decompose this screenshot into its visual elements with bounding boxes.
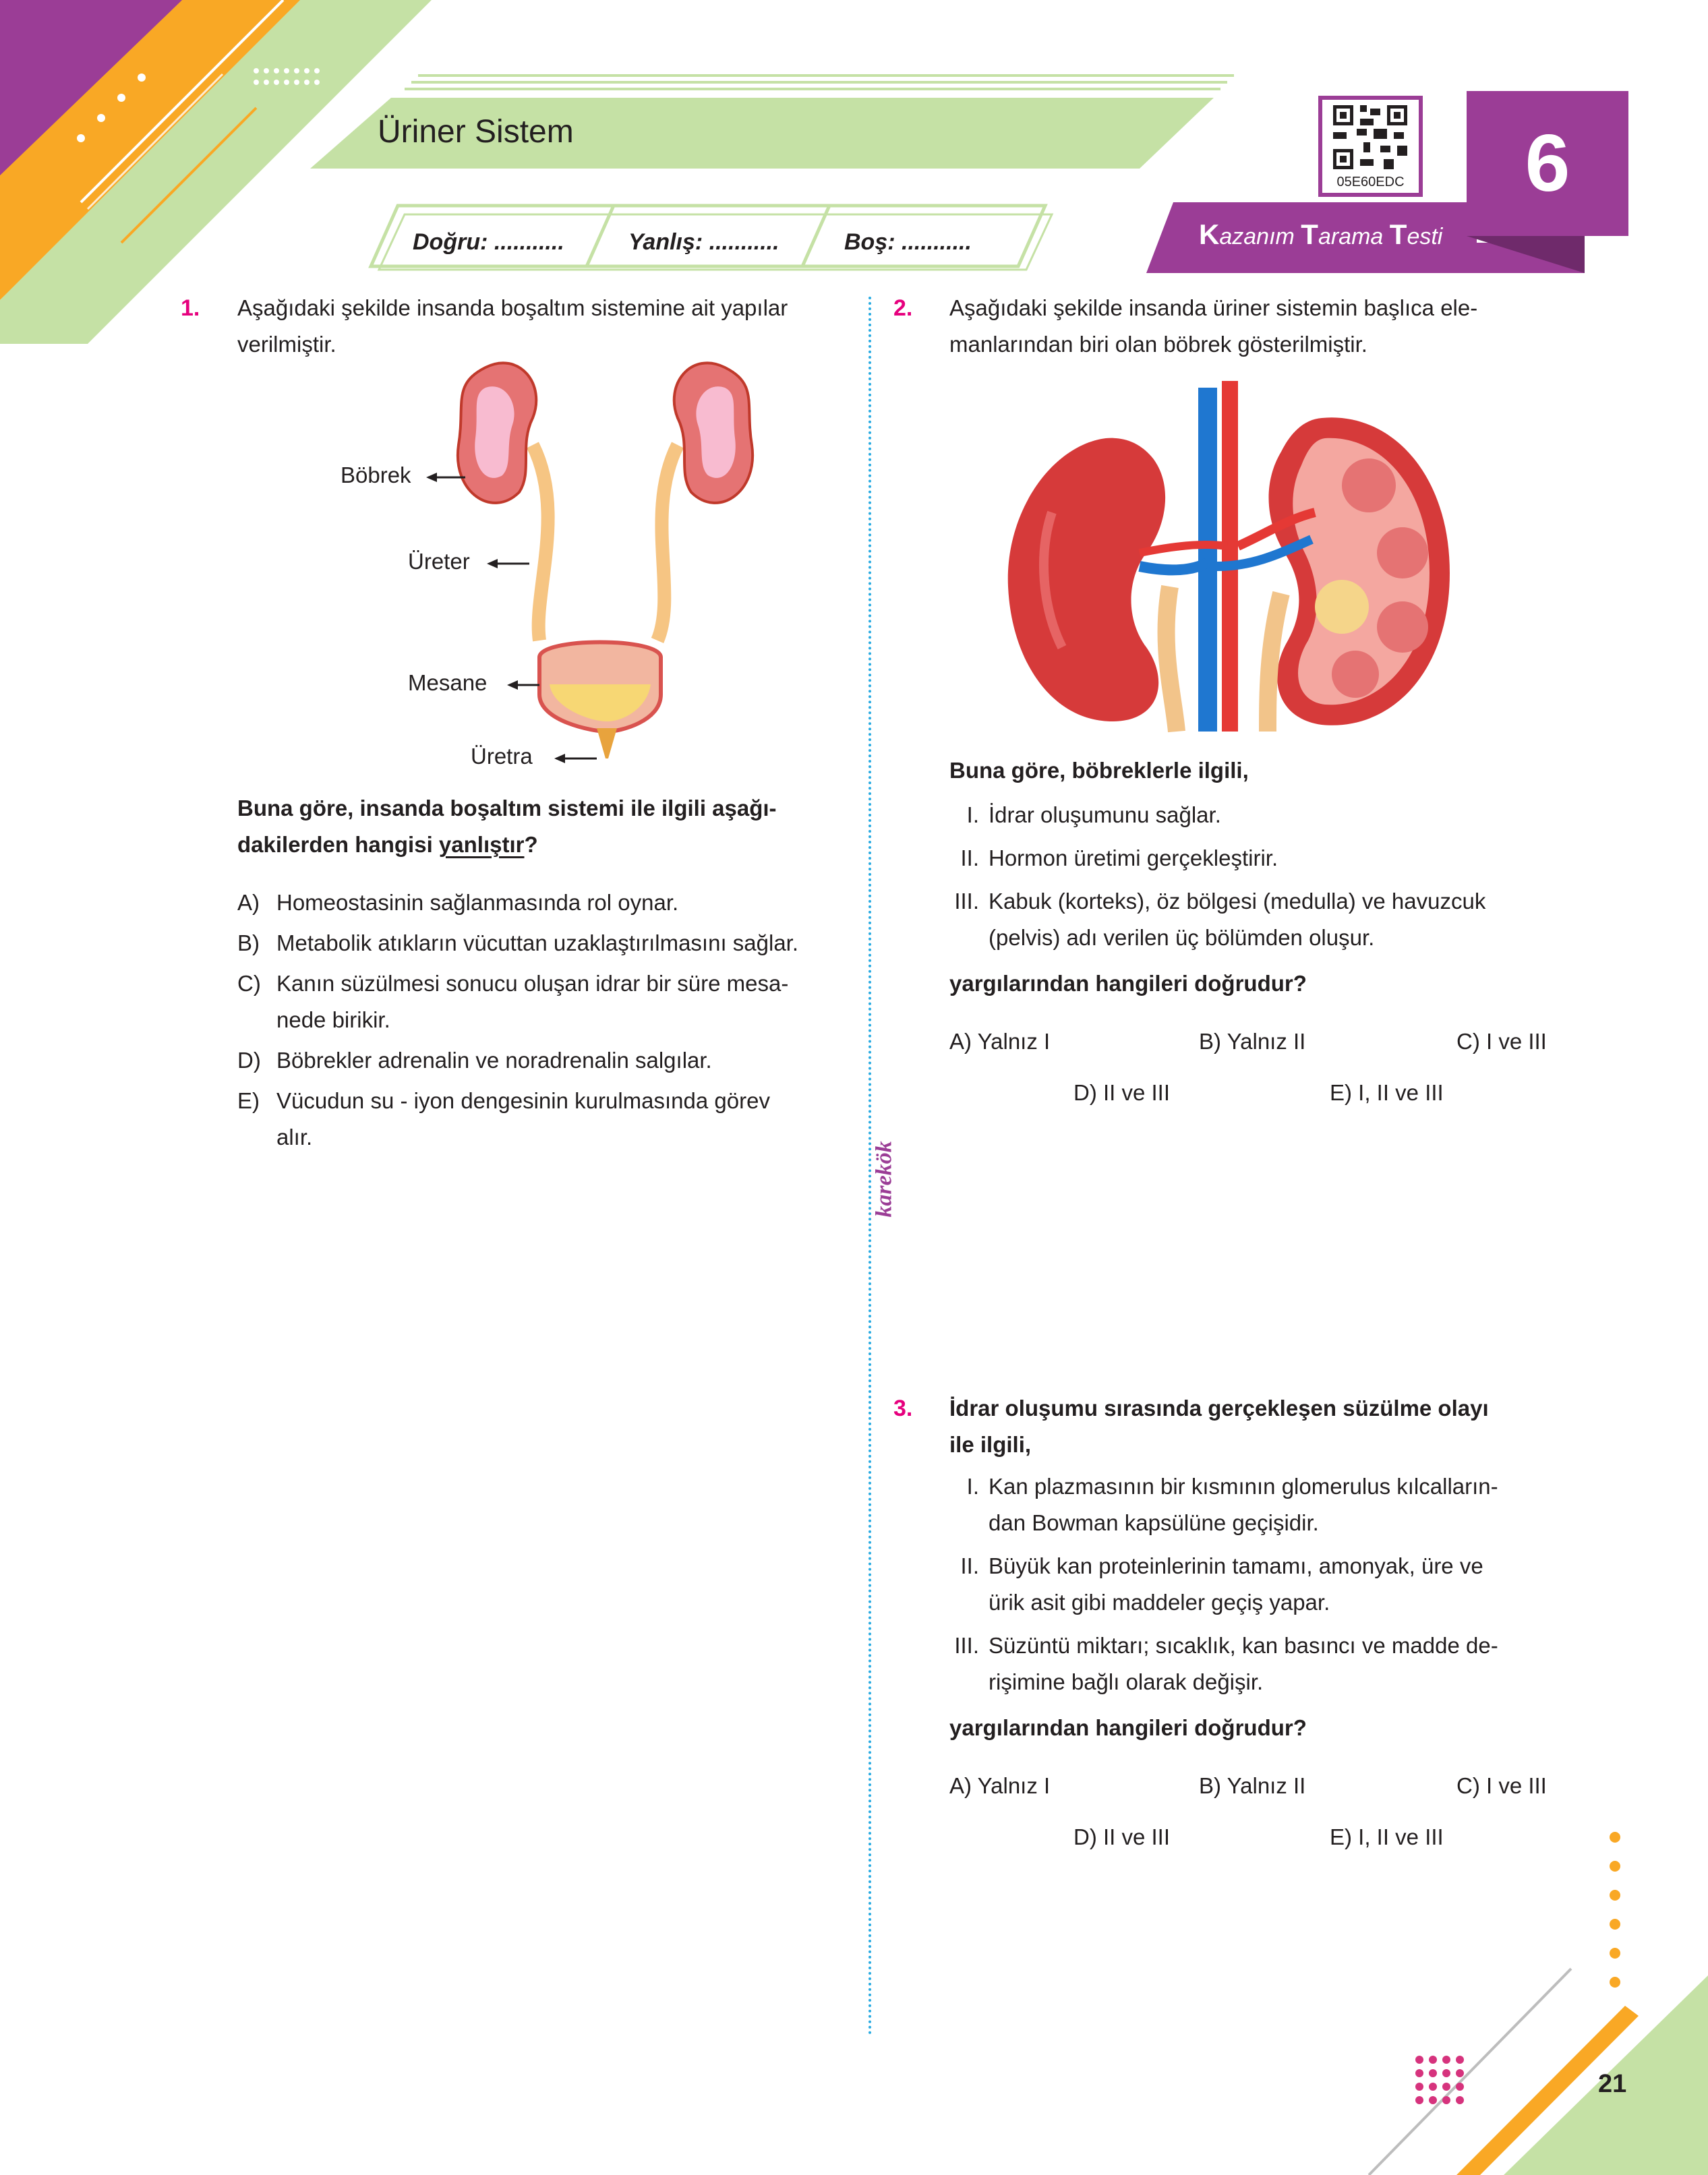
test-number: 6 — [1467, 91, 1628, 236]
kidney-exterior-icon — [1008, 438, 1165, 721]
urinary-system-diagram — [426, 363, 753, 763]
statement-ii: II. Büyük kan proteinlerinin tamamı, amonyak, üre ve ürik asit gibi maddeler geçiş yapar. — [960, 1553, 1483, 1615]
question-3-stem: İdrar oluşumu sırasında gerçekleşen süzülme olayı ile ilgili, — [949, 1396, 1489, 1457]
q2-answer-e[interactable]: E) I, II ve III — [1330, 1080, 1444, 1105]
question-1-options — [237, 885, 848, 1156]
label-kidney: Böbrek — [341, 463, 411, 487]
statement-ii: II. Hormon üretimi gerçekleştirir. — [960, 845, 1278, 870]
label-ureter: Üreter — [408, 549, 470, 574]
page-title: Üriner Sistem — [378, 114, 574, 150]
question-1-number: 1. — [181, 295, 200, 321]
question-2-statements — [949, 797, 1560, 956]
q2-answer-c[interactable]: C) I ve III — [1456, 1029, 1547, 1054]
question-3-statements — [949, 1468, 1560, 1700]
score-empty: Boş: ........... — [844, 229, 972, 255]
statement-iii: III. Süzüntü miktarı; sıcaklık, kan basıncı ve madde de- rişimine bağlı olarak değişir. — [954, 1633, 1498, 1694]
page-number: 21 — [1598, 2070, 1627, 2098]
column-divider — [868, 297, 871, 2036]
q3-answer-a[interactable]: A) Yalnız I — [949, 1773, 1051, 1798]
q2-answer-d[interactable]: D) II ve III — [1073, 1080, 1171, 1105]
option-c[interactable]: C) Kanın süzülmesi sonucu oluşan idrar bir süre mesa- nede birikir. — [237, 971, 789, 1032]
qr-code-icon — [1333, 105, 1407, 169]
label-urethra: Üretra — [471, 744, 533, 769]
option-d[interactable]: D) Böbrekler adrenalin ve noradrenalin salgılar. — [237, 1048, 712, 1073]
score-wrong: Yanlış: ........... — [628, 229, 779, 255]
question-1-stem: Buna göre, insanda boşaltım sistemi ile ilgili aşağı- dakilerden hangisi yanlıştır? — [237, 796, 777, 857]
bottom-dot-grid — [1415, 2056, 1464, 2104]
label-bladder: Mesane — [408, 670, 488, 695]
question-2-stem: Buna göre, böbreklerle ilgili, — [949, 758, 1249, 783]
option-a[interactable]: A) Homeostasinin sağlanmasında rol oynar. — [237, 890, 679, 915]
q2-answer-a[interactable]: A) Yalnız I — [949, 1029, 1051, 1054]
question-1-intro: Aşağıdaki şekilde insanda boşaltım sistemine ait yapılar verilmiştir. — [237, 295, 788, 357]
question-3-question: yargılarından hangileri doğrudur? — [949, 1715, 1307, 1740]
q2-answer-b[interactable]: B) Yalnız II — [1199, 1029, 1306, 1054]
question-2-question: yargılarından hangileri doğrudur? — [949, 971, 1307, 996]
option-e[interactable]: E) Vücudun su - iyon dengesinin kurulmasında görev alır. — [237, 1088, 770, 1150]
option-b[interactable]: B) Metabolik atıkların vücuttan uzaklaştırılmasını sağlar. — [237, 930, 799, 955]
qr-code[interactable] — [1318, 96, 1423, 197]
kidney-illustration — [1008, 381, 1450, 732]
statement-i: I. İdrar oluşumunu sağlar. — [966, 802, 1221, 827]
karekok-label: karekök — [871, 1141, 897, 1218]
statement-iii: III. Kabuk (korteks), öz bölgesi (medulla) ve havuzcuk (pelvis) adı verilen üç bölümden oluşur. — [954, 889, 1486, 950]
q3-answer-e[interactable]: E) I, II ve III — [1330, 1824, 1444, 1849]
qr-code-label: 05E60EDC — [1336, 175, 1405, 189]
q3-answer-d[interactable]: D) II ve III — [1073, 1824, 1171, 1849]
score-correct: Doğru: ........... — [413, 229, 564, 255]
q3-answer-c[interactable]: C) I ve III — [1456, 1773, 1547, 1798]
question-2-intro: Aşağıdaki şekilde insanda üriner sistemin başlıca ele- manlarından biri olan böbrek gösterilmiştir. — [949, 295, 1478, 357]
q3-answer-b[interactable]: B) Yalnız II — [1199, 1773, 1306, 1798]
question-3-number: 3. — [893, 1396, 913, 1421]
test-type-label: Kazanım Tarama Testi — [1199, 218, 1443, 250]
question-2-number: 2. — [893, 295, 913, 321]
right-vertical-dots — [1610, 1832, 1620, 1988]
statement-i: I. Kan plazmasının bir kısmının glomerulus kılcalların- dan Bowman kapsülüne geçişidir. — [966, 1474, 1498, 1535]
